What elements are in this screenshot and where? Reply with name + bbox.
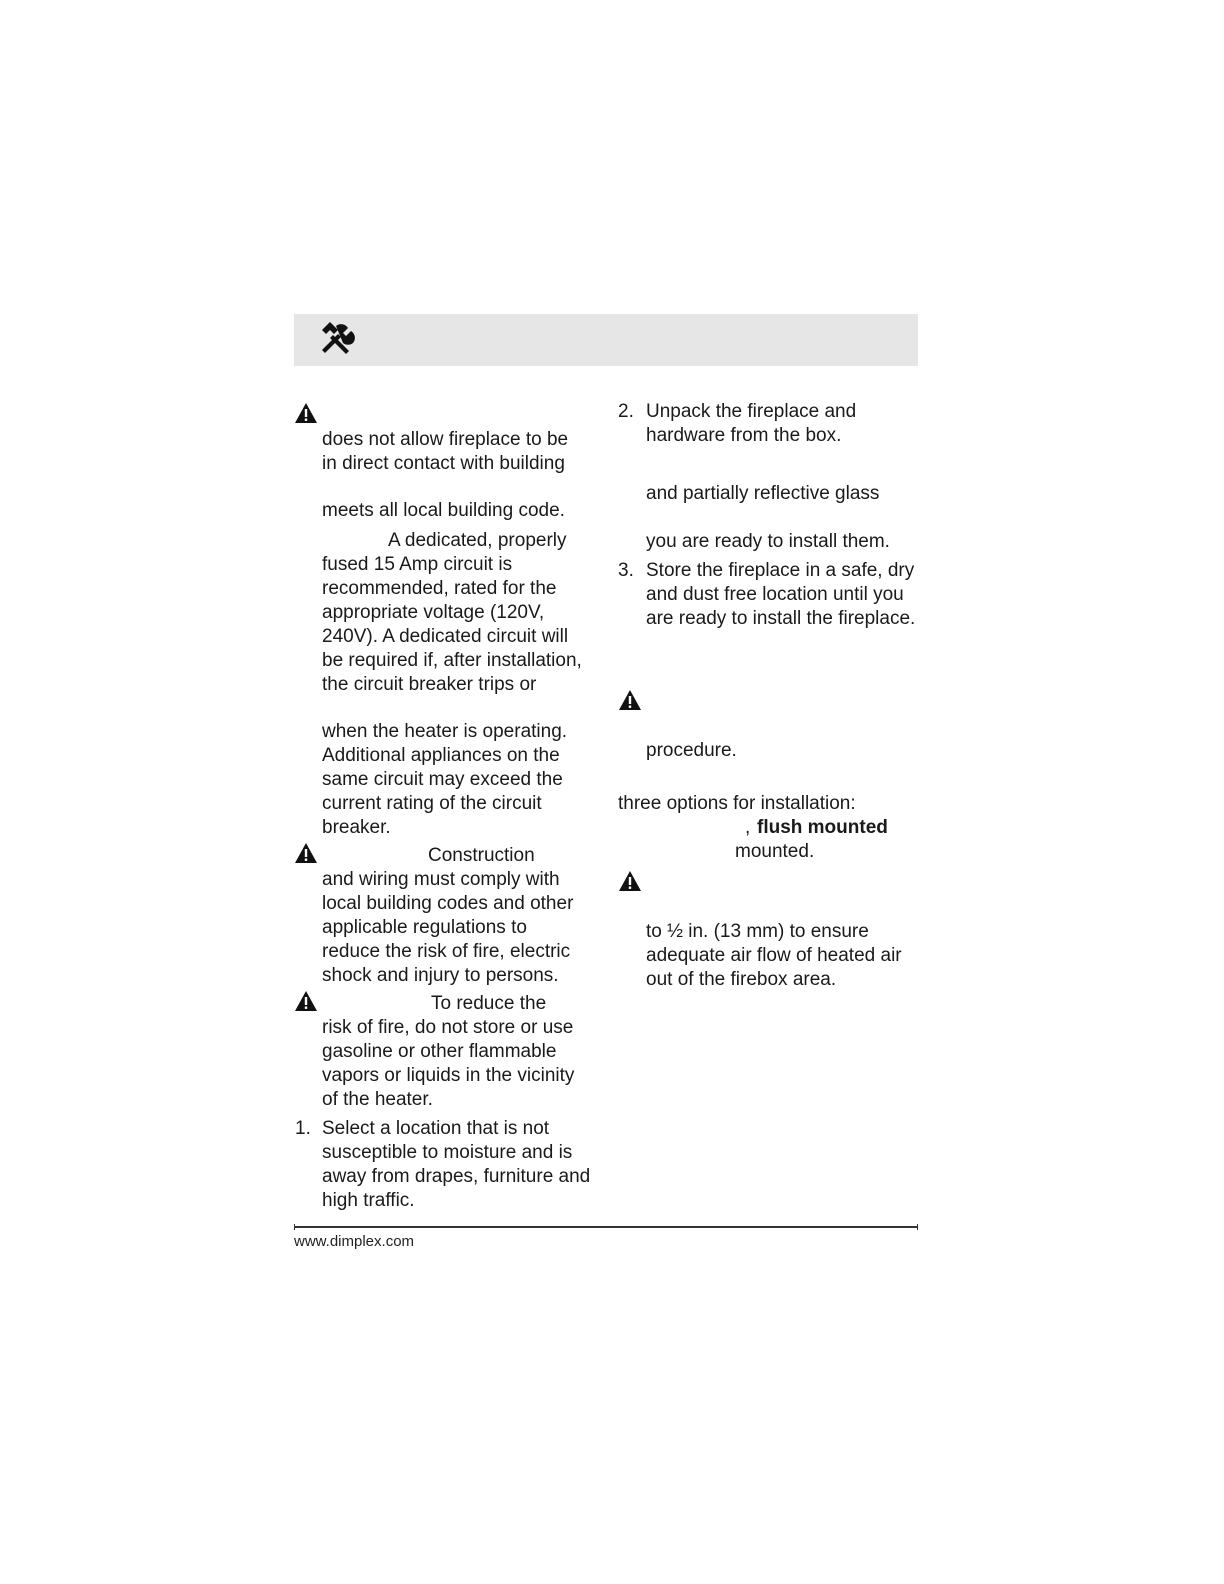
footer-url[interactable]: www.dimplex.com [294, 1233, 415, 1250]
airflow-line-1: to ½ in. (13 mm) to ensure [646, 921, 869, 942]
warning-triangle-icon [294, 990, 318, 1012]
warning2-line-6: shock and injury to persons. [322, 965, 559, 986]
warning2-line-1: Construction [428, 845, 535, 866]
operating-line-1: when the heater is operating. [322, 721, 568, 742]
step3-line-1: Store the fireplace in a safe, dry [646, 560, 915, 581]
warning2-line-3: local building codes and other [322, 893, 574, 914]
step1-number: 1. [295, 1118, 311, 1139]
warning1-line-2: in direct contact with building [322, 453, 565, 474]
flush-mounted-bold: flush mounted [757, 817, 888, 838]
flush-prefix: , [745, 817, 751, 838]
warning-triangle-icon [294, 842, 318, 864]
warning3-line-4: vapors or liquids in the vicinity [322, 1065, 575, 1086]
building-code-line: meets all local building code. [322, 500, 565, 521]
operating-line-2: Additional appliances on the [322, 745, 560, 766]
mounted-line: mounted. [735, 841, 815, 862]
section-header-banner [294, 314, 918, 366]
step1-line-3: away from drapes, furniture and [322, 1166, 591, 1187]
airflow-line-2: adequate air flow of heated air [646, 945, 902, 966]
circuit-line-5: 240V). A dedicated circuit will [322, 626, 569, 647]
step1-line-4: high traffic. [322, 1190, 415, 1211]
operating-line-5: breaker. [322, 817, 391, 838]
rule-tick-left [294, 1224, 295, 1230]
warning3-line-3: gasoline or other flammable [322, 1041, 557, 1062]
warning2-line-4: applicable regulations to [322, 917, 527, 938]
circuit-line-4: appropriate voltage (120V, [322, 602, 545, 623]
warning2-line-5: reduce the risk of fire, electric [322, 941, 571, 962]
tools-icon [316, 320, 356, 360]
step2-line-1: Unpack the fireplace and [646, 401, 857, 422]
ready-line: you are ready to install them. [646, 531, 890, 552]
step1-line-2: susceptible to moisture and is [322, 1142, 573, 1163]
footer-rule [294, 1226, 918, 1228]
warning-triangle-icon [618, 689, 642, 711]
rule-tick-right [917, 1224, 918, 1230]
step1-line-1: Select a location that is not [322, 1118, 550, 1139]
step3-line-3: are ready to install the fireplace. [646, 608, 916, 629]
step3-number: 3. [618, 560, 634, 581]
step3-line-2: and dust free location until you [646, 584, 904, 605]
warning1-line-1: does not allow fireplace to be [322, 429, 569, 450]
circuit-line-2: fused 15 Amp circuit is [322, 554, 513, 575]
warning3-line-1: To reduce the [431, 993, 547, 1014]
operating-line-3: same circuit may exceed the [322, 769, 563, 790]
options-line: three options for installation: [618, 793, 856, 814]
circuit-line-3: recommended, rated for the [322, 578, 557, 599]
circuit-line-1: A dedicated, properly [388, 530, 567, 551]
warning3-line-5: of the heater. [322, 1089, 433, 1110]
warning2-line-2: and wiring must comply with [322, 869, 560, 890]
procedure-line: procedure. [646, 740, 737, 761]
warning-triangle-icon [294, 402, 318, 424]
warning-triangle-icon [618, 870, 642, 892]
step2-line-2: hardware from the box. [646, 425, 842, 446]
circuit-line-6: be required if, after installation, [322, 650, 582, 671]
warning3-line-2: risk of fire, do not store or use [322, 1017, 574, 1038]
airflow-line-3: out of the firebox area. [646, 969, 837, 990]
glass-line: and partially reflective glass [646, 483, 880, 504]
operating-line-4: current rating of the circuit [322, 793, 542, 814]
circuit-line-7: the circuit breaker trips or [322, 674, 537, 695]
step2-number: 2. [618, 401, 634, 422]
